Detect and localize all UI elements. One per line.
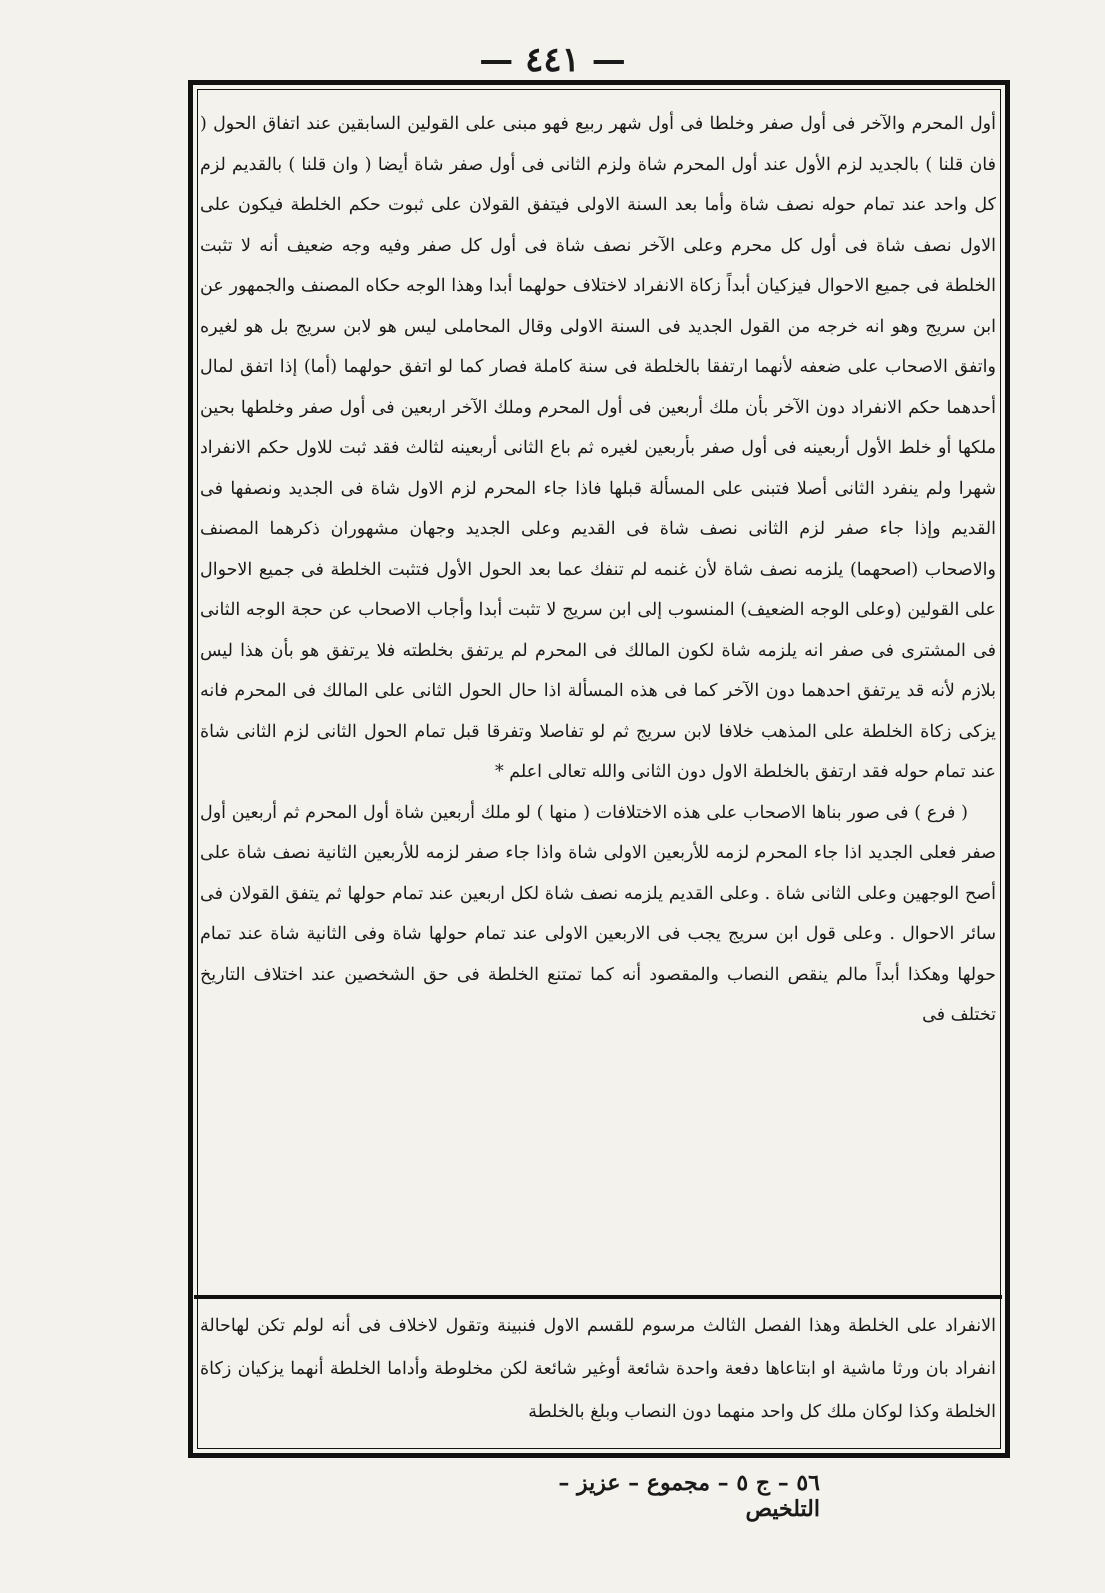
paragraph: ( فرع ) فى صور بناها الاصحاب على هذه الاختلافات ( منها ) لو ملك أربعين شاة أول المحرم ثم أربعين أول صفر فعلى الجديد اذا جاء المحرم لزمه للأربعين الاولى شاة واذا جاء صفر لزمه للأربعين الثانية نصف شاة على أصح الوجهين وعلى الثانى شاة . وعلى القديم يلزمه نصف شاة لكل اربعين عند تمام حولها ثم يتفق القولان فى سائر الاحوال . وعلى قول ابن سريج يجب فى الاربعين الاولى عند تمام حولها شاة وفى الثانية شاة عند تمام حولها وهكذا أبداً مالم ينقص النصاب والمقصود أنه كما تمتنع الخلطة فى حق الشخصين عند اختلاف التاريخ تختلف فى [200,802,997,1025]
section-divider [194,1295,1002,1299]
footnote-text: الانفراد على الخلطة وهذا الفصل الثالث مرسوم للقسم الاول فنبينة وتقول لاخلاف فى أنه لولم تكن لهاحالة انفراد بان ورثا ماشية او ابتاعاها دفعة واحدة شائعة أوغير شائعة لكن مخلوطة وأداما الخلطة أنهما يزكيان زكاة الخلطة وكذا لوكان ملك كل واحد منهما دون النصاب وبلغ بالخلطة [200,1316,997,1422]
page-number: — ٤٤١ — [479,40,626,80]
paragraph: أول المحرم والآخر فى أول صفر وخلطا فى أول شهر ربيع فهو مبنى على القولين السابقين عند اتفاق الحول ( فان قلنا ) بالجديد لزم الأول عند أول المحرم شاة ولزم الثانى فى أول صفر شاة أيضا ( وان قلنا ) بالقديم لزم كل واحد عند تمام حوله نصف شاة وأما بعد السنة الاولى فيتفق القولان على ثبوت حكم الخلطة فيكون على الاول نصف شاة فى أول كل محرم وعلى الآخر نصف شاة فى أول كل صفر وفيه وجه ضعيف أنه لا تثبت الخلطة فى جميع الاحوال فيزكيان أبداً زكاة الانفراد لاختلاف حولهما أبدا وهذا الوجه حكاه المصنف والجمهور عن ابن سريج وهو انه خرجه من القول الجديد فى السنة الاولى وقال المحاملى ليس هو لابن سريج بل هو لغيره واتفق الاصحاب على ضعفه لأنهما ارتفقا بالخلطة فى سنة كاملة فصار كما لو اتفق حولهما (أما) إذا اتفق لمال أحدهما حكم الانفراد دون الآخر بأن ملك أربعين فى أول المحرم وملك الآخر اربعين فى أول صفر وخلطها بحين ملكها أو خلط الأول أربعينه فى أول صفر بأربعين لغيره ثم باع الثانى أربعينه لثالث فقد ثبت للاول حكم الانفراد شهرا ولم ينفرد الثانى أصلا فتبنى على المسألة قبلها فاذا جاء المحرم لزم الاول شاة فى الجديد ونصفها فى القديم وإذا جاء صفر لزم الثانى نصف شاة فى القديم وعلى الجديد وجهان مشهوران ذكرهما المصنف والاصحاب (اصحهما) يلزمه نصف شاة لأن غنمه لم تنفك عما بعد الحول الأول فتثبت الخلطة فى جميع الاحوال على القولين (وعلى الوجه الضعيف) المنسوب إلى ابن سريج لا تثبت أبدا وأجاب الاصحاب عن حجة الوجه الثانى فى المشترى فى صفر انه يلزمه شاة لكون المالك فى المحرم لم يرتفق بخلطته فلا يرتفق هو بأن هذا ليس بلازم لأنه قد يرتفق احدهما دون الآخر كما فى هذه المسألة اذا حال الحول الثانى على المالك فى المحرم فانه يزكى زكاة الخلطة على المذهب خلافا لابن سريج ثم لو تفاصلا وتفرقا قبل تمام الحول الثانى لزم الثانى شاة عند تمام حوله فقد ارتفق بالخلطة الاول دون الثانى والله تعالى اعلم * [200,114,997,782]
main-text [200,104,996,1036]
signature-line: ٥٦ – ج ٥ – مجموع – عزيز – التلخيص [558,1470,820,1522]
